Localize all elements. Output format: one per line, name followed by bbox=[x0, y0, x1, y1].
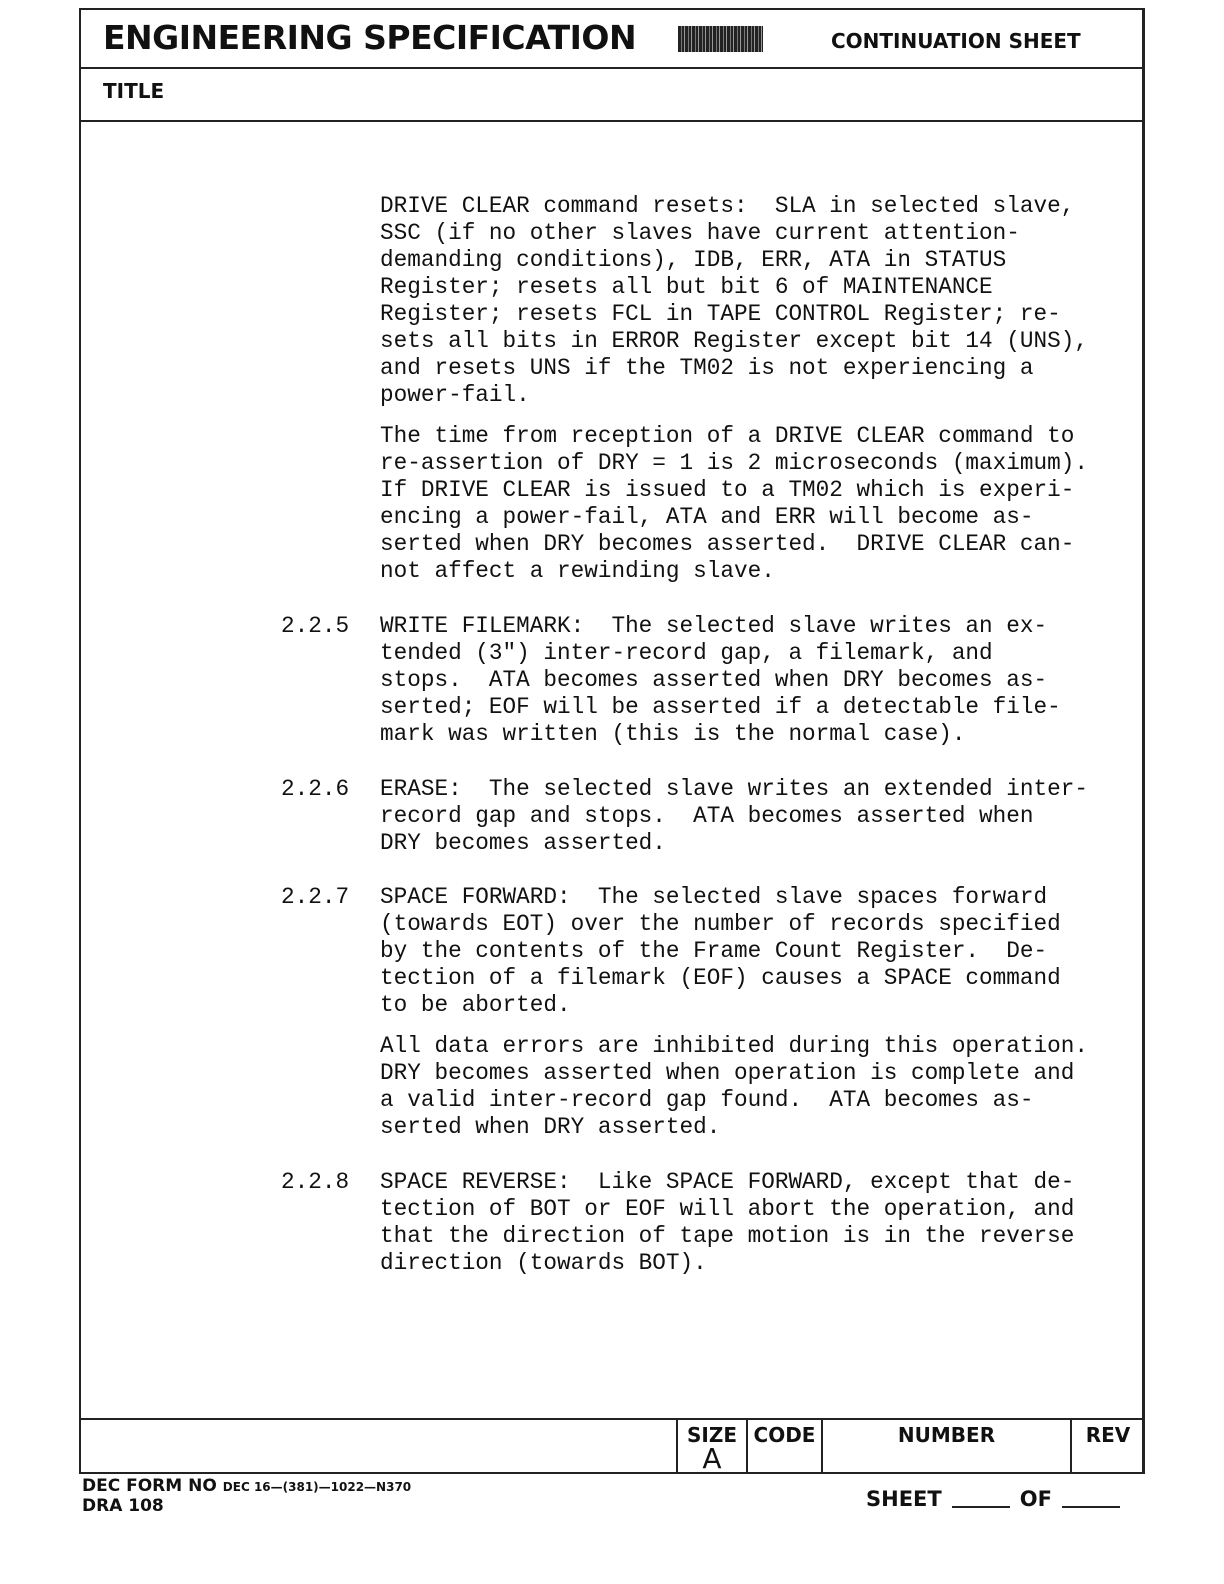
drive-clear-paragraph: DRIVE CLEAR command resets: SLA in selected slave, SSC (if no other slaves have current attention- demanding conditions), IDB, ERR, ATA in STATUS Register; resets all but bit 6 of MAINTENANCE Register; resets FCL in TAPE CONTROL Register; re- sets all bits in ERROR Register except bit 14 (UNS), and resets UNS if the TM02 is not experiencing a power-fail. bbox=[380, 193, 1088, 408]
code-cell bbox=[746, 1420, 821, 1474]
size-value: A bbox=[702, 1442, 722, 1475]
form-code: DEC 16—(381)—1022—N370 bbox=[222, 1480, 412, 1494]
space-reverse-paragraph: SPACE REVERSE: Like SPACE FORWARD, except that de- tection of BOT or EOF will abort the operation, and that the direction of tape motion is in the reverse direction (towards BOT). bbox=[380, 1169, 1075, 1276]
title-row bbox=[81, 67, 1142, 122]
of-blank bbox=[1062, 1506, 1120, 1508]
form-no-label: DEC FORM NO bbox=[82, 1476, 217, 1496]
section-number-2-2-6: 2.2.6 bbox=[281, 776, 350, 802]
erase-paragraph: ERASE: The selected slave writes an extended inter- record gap and stops. ATA becomes asserted when DRY becomes asserted. bbox=[380, 776, 1088, 856]
document-body bbox=[81, 120, 1142, 1418]
continuation-label: CONTINUATION SHEET bbox=[831, 29, 1081, 53]
number-label: NUMBER bbox=[897, 1423, 996, 1447]
rev-label: REV bbox=[1085, 1423, 1131, 1447]
section-number-2-2-8: 2.2.8 bbox=[281, 1169, 350, 1195]
number-cell bbox=[821, 1420, 1070, 1474]
redacted-stamp bbox=[678, 26, 763, 52]
sheet-blank bbox=[952, 1506, 1010, 1508]
rev-cell bbox=[1070, 1420, 1144, 1474]
sheet-of-block bbox=[866, 1487, 1130, 1511]
form-title: ENGINEERING SPECIFICATION bbox=[103, 18, 637, 57]
section-number-2-2-7: 2.2.7 bbox=[281, 884, 350, 910]
write-filemark-paragraph: WRITE FILEMARK: The selected slave writes an ex- tended (3") inter-record gap, a filemark, and stops. ATA becomes asserted when DRY becomes as- serted; EOF will be asserted if a detectable file- mark was written (this is the normal case). bbox=[380, 613, 1061, 747]
form-number-block bbox=[82, 1477, 411, 1516]
space-forward-paragraph: SPACE FORWARD: The selected slave spaces forward (towards EOT) over the number of records specified by the contents of the Frame Count Register. De- tection of a filemark (EOF) causes a SPACE command to be aborted. bbox=[380, 884, 1061, 1018]
drive-clear-timing-paragraph: The time from reception of a DRIVE CLEAR command to re-assertion of DRY = 1 is 2 microseconds (maximum). If DRIVE CLEAR is issued to a TM02 which is experi- encing a power-fail, ATA and ERR will become as- serted when DRY becomes asserted. DRIVE CLEAR can- not affect a rewinding slave. bbox=[380, 423, 1088, 584]
section-number-2-2-5: 2.2.5 bbox=[281, 613, 350, 639]
code-label: CODE bbox=[753, 1423, 816, 1447]
sheet-label: SHEET bbox=[866, 1487, 942, 1511]
form-frame bbox=[79, 8, 1145, 1474]
dra-label: DRA 108 bbox=[82, 1496, 164, 1516]
space-forward-errors-paragraph: All data errors are inhibited during this operation. DRY becomes asserted when operation is complete and a valid inter-record gap found. ATA becomes as- serted when DRY asserted. bbox=[380, 1033, 1088, 1140]
footer-row bbox=[81, 1418, 1142, 1474]
size-label: SIZE bbox=[686, 1423, 737, 1447]
header-row bbox=[81, 10, 1142, 69]
of-label: OF bbox=[1019, 1487, 1052, 1511]
title-label: TITLE bbox=[103, 79, 165, 103]
size-cell bbox=[676, 1420, 746, 1474]
